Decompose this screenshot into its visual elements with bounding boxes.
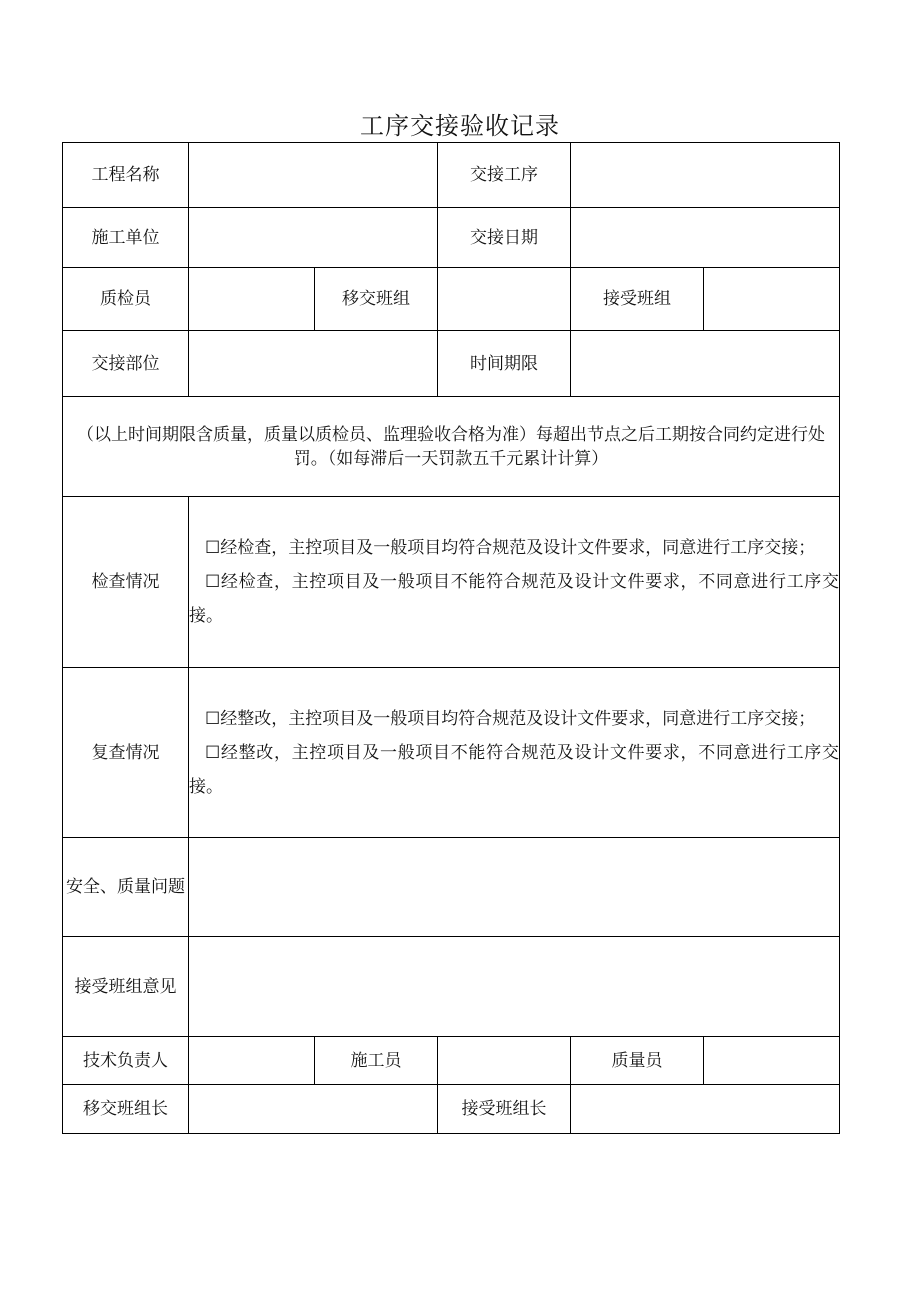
row-safety-quality — [63, 838, 840, 937]
handover-date-label: 交接日期 — [438, 208, 571, 268]
row-signatures — [63, 1037, 840, 1085]
receiving-team-opinion-field[interactable] — [189, 937, 840, 1037]
row-location — [63, 331, 840, 397]
inspection-options — [189, 497, 840, 668]
row-project-name — [63, 143, 840, 208]
reinspection-option-approve[interactable]: ☐经整改，主控项目及一般项目均符合规范及设计文件要求，同意进行工序交接； — [205, 708, 816, 729]
construction-unit-label: 施工单位 — [63, 208, 189, 268]
reinspection-label: 复查情况 — [63, 668, 189, 838]
inspection-label: 检查情况 — [63, 497, 189, 668]
receiving-team-leader-field[interactable] — [571, 1085, 840, 1134]
handover-acceptance-form — [62, 142, 840, 1134]
safety-quality-label — [63, 838, 189, 937]
transfer-team-field[interactable] — [438, 268, 571, 331]
safety-quality-field[interactable] — [189, 838, 840, 937]
document-title: 工序交接验收记录 — [360, 112, 560, 140]
receiving-team-label: 接受班组 — [571, 268, 704, 331]
transfer-team-leader-field[interactable] — [189, 1085, 438, 1134]
penalty-note: （以上时间期限含质量，质量以质检员、监理验收合格为准）每超出节点之后工期按合同约定进行处罚。（如每滞后一天罚款五千元累计计算） — [63, 397, 840, 497]
tech-lead-label: 技术负责人 — [63, 1037, 189, 1085]
inspection-option-reject[interactable]: ☐经检查，主控项目及一般项目不能符合规范及设计文件要求，不同意进行工序交接。 — [189, 572, 839, 626]
row-receiving-opinion — [63, 937, 840, 1037]
receiving-team-opinion-label: 接受班组意见 — [63, 937, 189, 1037]
tech-lead-field[interactable] — [189, 1037, 315, 1085]
row-note — [63, 397, 840, 497]
constructor-field[interactable] — [438, 1037, 571, 1085]
row-reinspection — [63, 668, 840, 838]
handover-location-field[interactable] — [189, 331, 438, 397]
inspection-option-approve[interactable]: ☐经检查，主控项目及一般项目均符合规范及设计文件要求，同意进行工序交接； — [205, 538, 816, 558]
row-team-leaders — [63, 1085, 840, 1134]
handover-location-label: 交接部位 — [63, 331, 189, 397]
time-limit-field[interactable] — [571, 331, 840, 397]
handover-date-field[interactable] — [571, 208, 840, 268]
inspector-field[interactable] — [189, 268, 315, 331]
quality-officer-field[interactable] — [704, 1037, 840, 1085]
receiving-team-leader-label: 接受班组长 — [438, 1085, 571, 1134]
row-teams — [63, 268, 840, 331]
construction-unit-field[interactable] — [189, 208, 438, 268]
handover-process-field[interactable] — [571, 143, 840, 208]
project-name-field[interactable] — [189, 143, 438, 208]
time-limit-label: 时间期限 — [438, 331, 571, 397]
row-construction-unit — [63, 208, 840, 268]
handover-process-label: 交接工序 — [438, 143, 571, 208]
receiving-team-field[interactable] — [704, 268, 840, 331]
project-name-label: 工程名称 — [63, 143, 189, 208]
transfer-team-leader-label: 移交班组长 — [63, 1085, 189, 1134]
transfer-team-label: 移交班组 — [315, 268, 438, 331]
reinspection-option-reject[interactable]: ☐经整改，主控项目及一般项目不能符合规范及设计文件要求，不同意进行工序交接。 — [189, 742, 839, 797]
safety-quality-label-text: 安全、质量问题 — [66, 877, 185, 897]
inspector-label: 质检员 — [63, 268, 189, 331]
constructor-label: 施工员 — [315, 1037, 438, 1085]
reinspection-options — [189, 668, 840, 838]
row-inspection — [63, 497, 840, 668]
quality-officer-label: 质量员 — [571, 1037, 704, 1085]
